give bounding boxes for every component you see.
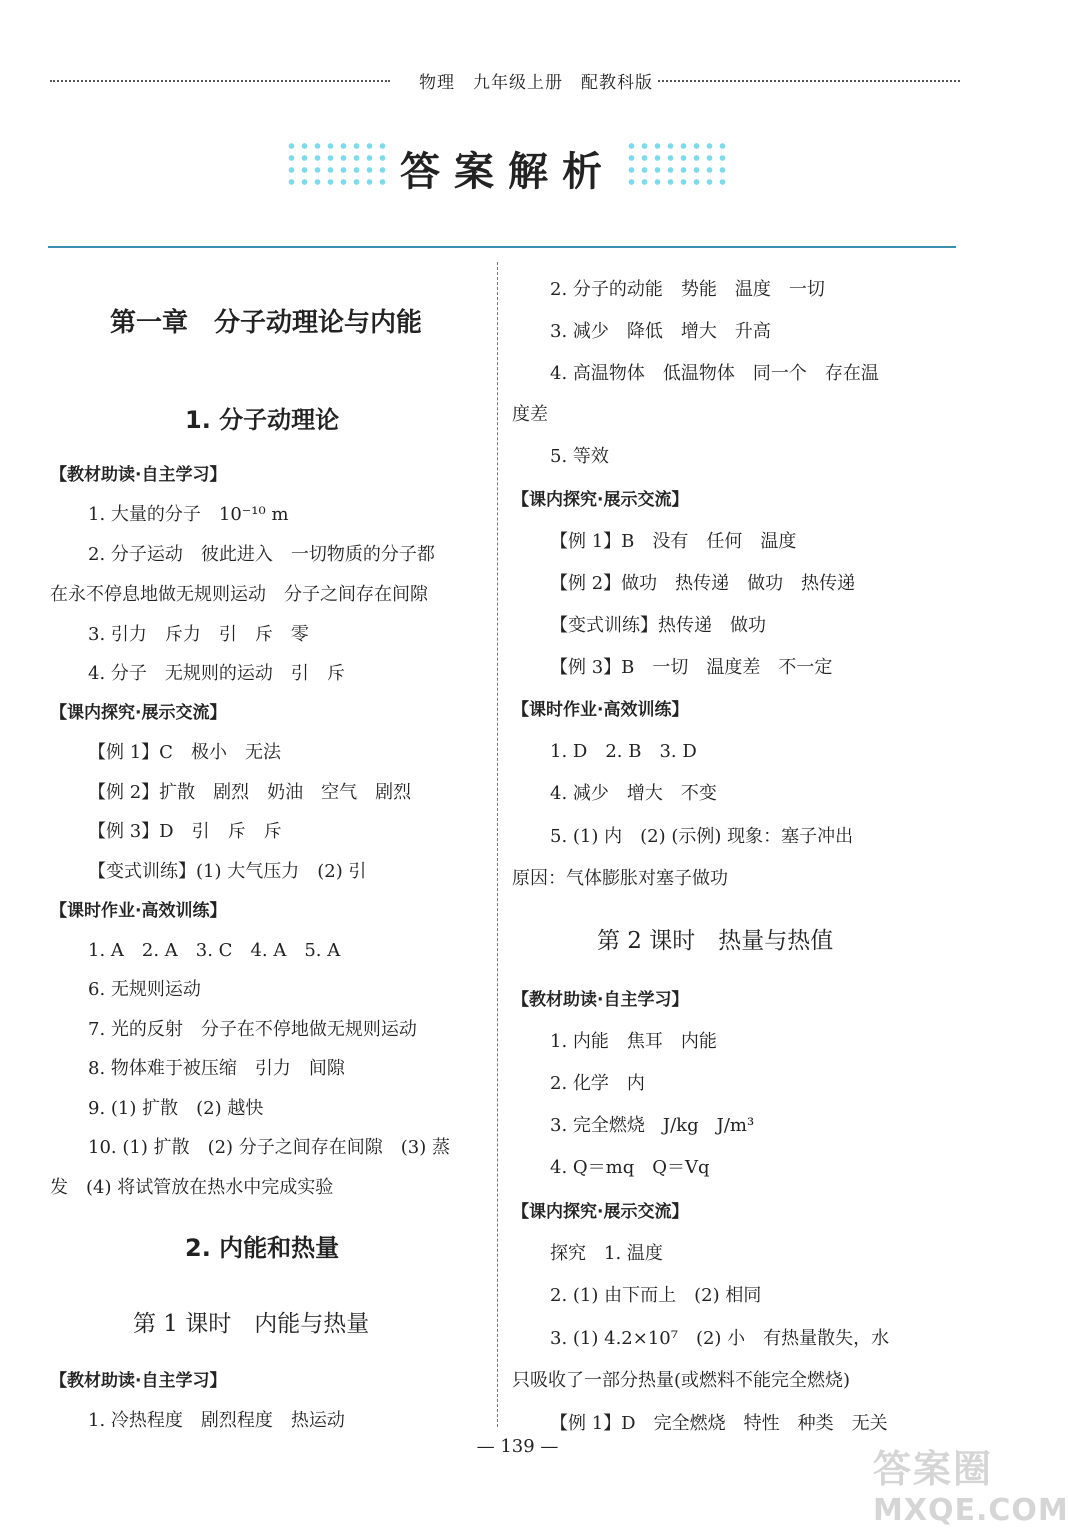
page-title: 答案解析 [400,149,616,195]
right-line: 2. 分子的动能 势能 温度 一切 [550,279,825,300]
right-line: 【例 1】D 完全燃烧 特性 种类 无关 [550,1413,888,1434]
left-line: 【例 2】扩散 剧烈 奶油 空气 剧烈 [88,782,412,803]
left-line: 6. 无规则运动 [88,979,201,1000]
right-line: 【变式训练】热传递 做功 [550,615,766,636]
header-dotted-line-right [650,80,960,82]
right-line: 【课时作业·高效训练】 [512,700,689,720]
left-line: 在永不停息地做无规则运动 分子之间存在间隙 [50,584,428,605]
left-line: 发 (4) 将试管放在热水中完成实验 [50,1177,334,1198]
left-line: 2. 内能和热量 [185,1234,340,1262]
left-line: 【课内探究·展示交流】 [50,703,227,723]
right-line: 第 2 课时 热量与热值 [597,928,834,954]
left-line: 4. 分子 无规则的运动 引 斥 [88,663,345,684]
right-line: 只吸收了一部分热量(或燃料不能完全燃烧) [512,1370,851,1391]
left-line: 【课时作业·高效训练】 [50,901,227,921]
left-line: 【变式训练】(1) 大气压力 (2) 引 [88,861,367,882]
right-line: 【例 3】B 一切 温度差 不一定 [550,657,833,678]
right-line: 5. (1) 内 (2) (示例) 现象：塞子冲出 [550,826,854,847]
right-line: 5. 等效 [550,446,609,467]
title-rule [48,246,956,248]
column-divider [497,262,498,1427]
right-line: 探究 1. 温度 [550,1243,663,1264]
right-line: 原因：气体膨胀对塞子做功 [512,868,728,889]
left-line: 7. 光的反射 分子在不停地做无规则运动 [88,1019,417,1040]
right-line: 2. (1) 由下而上 (2) 相同 [550,1285,762,1306]
left-line: 【例 1】C 极小 无法 [88,742,281,763]
left-line: 1. 分子动理论 [185,406,340,434]
title-banner [0,140,1035,200]
decorative-dots-right [625,140,730,190]
right-line: 3. (1) 4.2×10⁷ (2) 小 有热量散失，水 [550,1328,890,1349]
left-line: 2. 分子运动 彼此进入 一切物质的分子都 [88,544,435,565]
right-line: 4. 高温物体 低温物体 同一个 存在温 [550,363,879,384]
right-line: 3. 完全燃烧 J/kg J/m³ [550,1115,755,1136]
right-line: 1. D 2. B 3. D [550,741,697,762]
watermark-top: 答案圈 [873,1447,994,1491]
left-line: 10. (1) 扩散 (2) 分子之间存在间隙 (3) 蒸 [88,1137,451,1158]
left-line: 第一章 分子动理论与内能 [110,308,423,338]
header-dotted-line-left [50,80,390,82]
watermark-logo [873,1438,1069,1528]
right-line: 2. 化学 内 [550,1073,645,1094]
running-header [50,68,960,92]
header-text: 物理 九年级上册 配教科版 [415,68,657,93]
right-line: 3. 减少 降低 增大 升高 [550,321,771,342]
decorative-dots-left [285,140,390,190]
page-number: — 139 — [476,1436,559,1457]
right-line: 【课内探究·展示交流】 [512,1202,689,1222]
left-line: 1. A 2. A 3. C 4. A 5. A [88,940,341,961]
left-line: 3. 引力 斥力 引 斥 零 [88,624,309,645]
right-line: 【课内探究·展示交流】 [512,490,689,510]
right-line: 【例 1】B 没有 任何 温度 [550,531,797,552]
left-line: 第 1 课时 内能与热量 [133,1311,370,1337]
right-line: 4. Q＝mq Q＝Vq [550,1157,710,1178]
left-line: 【教材助读·自主学习】 [50,465,227,485]
watermark-bottom: MXQE.COM [873,1493,1069,1528]
left-line: 【例 3】D 引 斥 斥 [88,821,282,842]
left-line: 1. 大量的分子 10⁻¹⁰ m [88,504,289,525]
left-line: 【教材助读·自主学习】 [50,1371,227,1391]
left-line: 8. 物体难于被压缩 引力 间隙 [88,1058,345,1079]
right-line: 度差 [512,404,548,425]
left-line: 1. 冷热程度 剧烈程度 热运动 [88,1410,345,1431]
left-line: 9. (1) 扩散 (2) 越快 [88,1098,264,1119]
right-line: 4. 减少 增大 不变 [550,783,717,804]
right-line: 1. 内能 焦耳 内能 [550,1031,717,1052]
right-line: 【例 2】做功 热传递 做功 热传递 [550,573,856,594]
right-line: 【教材助读·自主学习】 [512,990,689,1010]
